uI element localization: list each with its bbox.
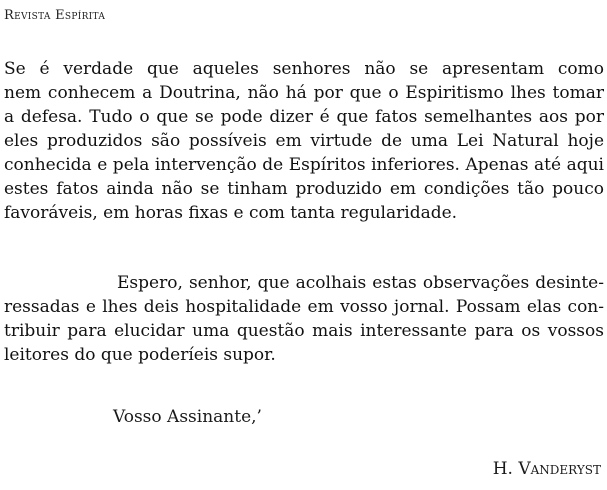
running-header-title: Revista Espírita [4, 8, 106, 23]
paragraph-line: nem conhecem a Doutrina, não há por que o Espiritismo lhes tomar [4, 83, 604, 103]
paragraph-1 [4, 57, 604, 225]
paragraph-line: Espero, senhor, que acolhais estas observações desinte- [117, 273, 604, 293]
letter-closing: Vosso Assinante,’ [113, 407, 262, 427]
paragraph-line: eles produzidos são possíveis em virtude de uma Lei Natural hoje [4, 131, 604, 151]
paragraph-line: a defesa. Tudo o que se pode dizer é que fatos semelhantes aos por [4, 107, 604, 127]
paragraph-line: conhecida e pela intervenção de Espíritos inferiores. Apenas até aqui [4, 155, 604, 175]
paragraph-line: leitores do que poderíeis supor. [4, 345, 276, 365]
paragraph-line: estes fatos ainda não se tinham produzido em condições tão pouco [4, 179, 604, 199]
paragraph-line: ressadas e lhes deis hospitalidade em vosso jornal. Possam elas con- [4, 297, 604, 317]
paragraph-line: tribuir para elucidar uma questão mais interessante para os vossos [4, 321, 604, 341]
paragraph-2 [4, 271, 604, 367]
paragraph-line: Se é verdade que aqueles senhores não se apresentam como [4, 59, 604, 79]
paragraph-line: favoráveis, em horas fixas e com tanta regularidade. [4, 203, 458, 223]
letter-signature: H. Vanderyst [492, 459, 601, 479]
